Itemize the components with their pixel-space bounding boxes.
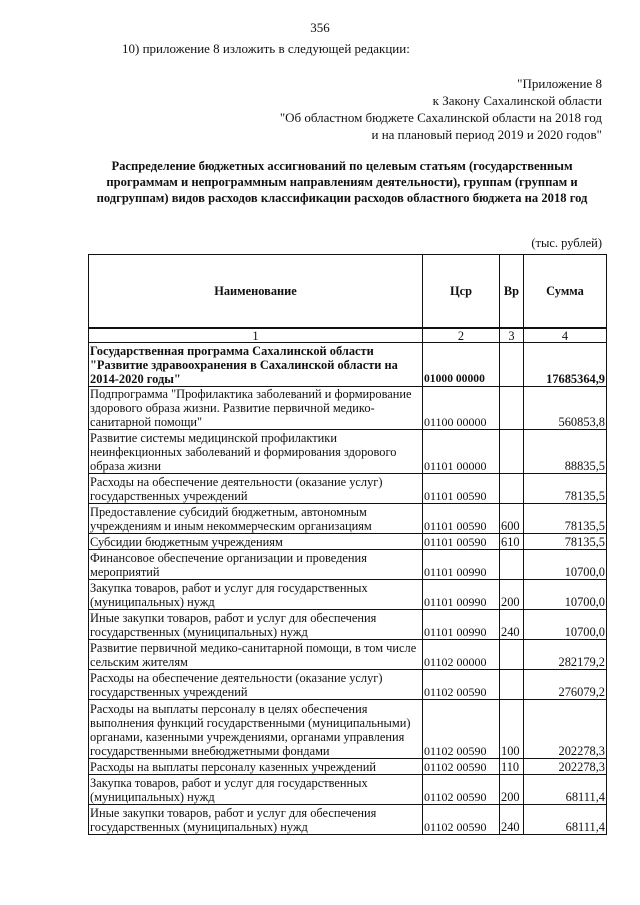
- table-row: [89, 640, 607, 670]
- row-vr-cell: [500, 343, 524, 387]
- row-vr-cell: 610: [500, 534, 524, 550]
- column-index-csr: 2: [423, 328, 500, 343]
- column-index-vr: 3: [500, 328, 524, 343]
- row-name-cell: Развитие системы медицинской профилактики неинфекционных заболеваний и формирования здорового образа жизни: [89, 430, 423, 474]
- header-vr: Вр: [500, 255, 524, 329]
- table-row: [89, 550, 607, 580]
- row-name-cell: Закупка товаров, работ и услуг для государственных (муниципальных) нужд: [89, 775, 423, 805]
- row-csr-cell: 01102 00590: [423, 670, 500, 700]
- row-vr-cell: 600: [500, 504, 524, 534]
- row-csr-cell: 01101 00590: [423, 534, 500, 550]
- row-vr-cell: 200: [500, 580, 524, 610]
- table-row: [89, 534, 607, 550]
- table-body: [89, 328, 607, 835]
- table-row: [89, 759, 607, 775]
- row-name-cell: Расходы на выплаты персоналу казенных учреждений: [89, 759, 423, 775]
- table-row: [89, 775, 607, 805]
- row-sum-cell: 88835,5: [524, 430, 607, 474]
- row-name-cell: Расходы на выплаты персоналу в целях обеспечения выполнения функций государственными (муниципальными) органами, казенными учреждениями, органами управления государственными внебюджетными фондами: [89, 700, 423, 759]
- row-vr-cell: 240: [500, 805, 524, 835]
- intro-text: 10) приложение 8 изложить в следующей редакции:: [122, 41, 410, 56]
- row-csr-cell: 01102 00590: [423, 759, 500, 775]
- row-csr-cell: 01101 00990: [423, 580, 500, 610]
- table-row: [89, 610, 607, 640]
- table-row: [89, 504, 607, 534]
- row-csr-cell: 01102 00590: [423, 775, 500, 805]
- title-line-3: подгруппам) видов расходов классификации расходов областного бюджета на 2018 год: [96, 191, 588, 205]
- row-csr-cell: 01102 00590: [423, 700, 500, 759]
- table-row: [89, 670, 607, 700]
- row-sum-cell: 78135,5: [524, 474, 607, 504]
- row-name-cell: Расходы на обеспечение деятельности (оказание услуг) государственных учреждений: [89, 474, 423, 504]
- row-sum-cell: 560853,8: [524, 387, 607, 430]
- table-row: [89, 700, 607, 759]
- row-name-cell: Субсидии бюджетным учреждениям: [89, 534, 423, 550]
- table-row: [89, 805, 607, 835]
- row-name-cell: Развитие первичной медико-санитарной помощи, в том числе сельским жителям: [89, 640, 423, 670]
- row-name-cell: Закупка товаров, работ и услуг для государственных (муниципальных) нужд: [89, 580, 423, 610]
- row-sum-cell: 10700,0: [524, 580, 607, 610]
- annex-line-3: "Об областном бюджете Сахалинской области на 2018 год: [279, 110, 602, 125]
- budget-table: [88, 254, 607, 835]
- row-vr-cell: [500, 550, 524, 580]
- row-vr-cell: [500, 474, 524, 504]
- row-csr-cell: 01101 00590: [423, 474, 500, 504]
- title-line-2: программам и непрограммным направлениям деятельности), группам (группам и: [106, 175, 578, 189]
- title-line-1: Распределение бюджетных ассигнований по целевым статьям (государственным: [111, 159, 573, 173]
- table-row: [89, 474, 607, 504]
- row-sum-cell: 68111,4: [524, 805, 607, 835]
- row-sum-cell: 202278,3: [524, 700, 607, 759]
- row-name-cell: Государственная программа Сахалинской области "Развитие здравоохранения в Сахалинской области на 2014-2020 годы": [89, 343, 423, 387]
- row-vr-cell: [500, 670, 524, 700]
- table-row: [89, 580, 607, 610]
- row-csr-cell: 01102 00000: [423, 640, 500, 670]
- row-sum-cell: 10700,0: [524, 610, 607, 640]
- row-csr-cell: 01101 00000: [423, 430, 500, 474]
- annex-line-2: к Закону Сахалинской области: [432, 93, 602, 108]
- row-sum-cell: 276079,2: [524, 670, 607, 700]
- row-sum-cell: 68111,4: [524, 775, 607, 805]
- page-number: 356: [310, 20, 330, 35]
- row-sum-cell: 10700,0: [524, 550, 607, 580]
- row-sum-cell: 202278,3: [524, 759, 607, 775]
- table-row: [89, 387, 607, 430]
- row-sum-cell: 78135,5: [524, 504, 607, 534]
- column-index-row: [89, 328, 607, 343]
- row-name-cell: Подпрограмма "Профилактика заболеваний и формирование здорового образа жизни. Развитие первичной медико-санитарной помощи": [89, 387, 423, 430]
- row-vr-cell: 110: [500, 759, 524, 775]
- row-vr-cell: 240: [500, 610, 524, 640]
- row-csr-cell: 01101 00590: [423, 504, 500, 534]
- row-csr-cell: 01101 00990: [423, 550, 500, 580]
- table-header: [89, 255, 607, 329]
- row-name-cell: Иные закупки товаров, работ и услуг для обеспечения государственных (муниципальных) нужд: [89, 610, 423, 640]
- document-title: [78, 158, 606, 206]
- header-row: [89, 255, 607, 329]
- header-name: Наименование: [89, 255, 423, 329]
- row-csr-cell: 01100 00000: [423, 387, 500, 430]
- annex-reference: [280, 75, 602, 143]
- annex-line-1: "Приложение 8: [517, 76, 602, 91]
- row-vr-cell: [500, 430, 524, 474]
- table-row: [89, 430, 607, 474]
- units-label: (тыс. рублей): [531, 236, 602, 250]
- row-name-cell: Иные закупки товаров, работ и услуг для обеспечения государственных (муниципальных) нужд: [89, 805, 423, 835]
- row-vr-cell: [500, 387, 524, 430]
- row-vr-cell: 200: [500, 775, 524, 805]
- row-name-cell: Предоставление субсидий бюджетным, автономным учреждениям и иным некоммерческим организациям: [89, 504, 423, 534]
- row-vr-cell: [500, 640, 524, 670]
- annex-line-4: и на плановый период 2019 и 2020 годов": [371, 127, 602, 142]
- row-name-cell: Финансовое обеспечение организации и проведения мероприятий: [89, 550, 423, 580]
- row-csr-cell: 01102 00590: [423, 805, 500, 835]
- column-index-name: 1: [89, 328, 423, 343]
- table-row: [89, 343, 607, 387]
- row-vr-cell: 100: [500, 700, 524, 759]
- row-csr-cell: 01000 00000: [423, 343, 500, 387]
- header-sum: Сумма: [524, 255, 607, 329]
- row-csr-cell: 01101 00990: [423, 610, 500, 640]
- row-sum-cell: 282179,2: [524, 640, 607, 670]
- column-index-sum: 4: [524, 328, 607, 343]
- row-name-cell: Расходы на обеспечение деятельности (оказание услуг) государственных учреждений: [89, 670, 423, 700]
- row-sum-cell: 78135,5: [524, 534, 607, 550]
- header-csr: Цср: [423, 255, 500, 329]
- row-sum-cell: 17685364,9: [524, 343, 607, 387]
